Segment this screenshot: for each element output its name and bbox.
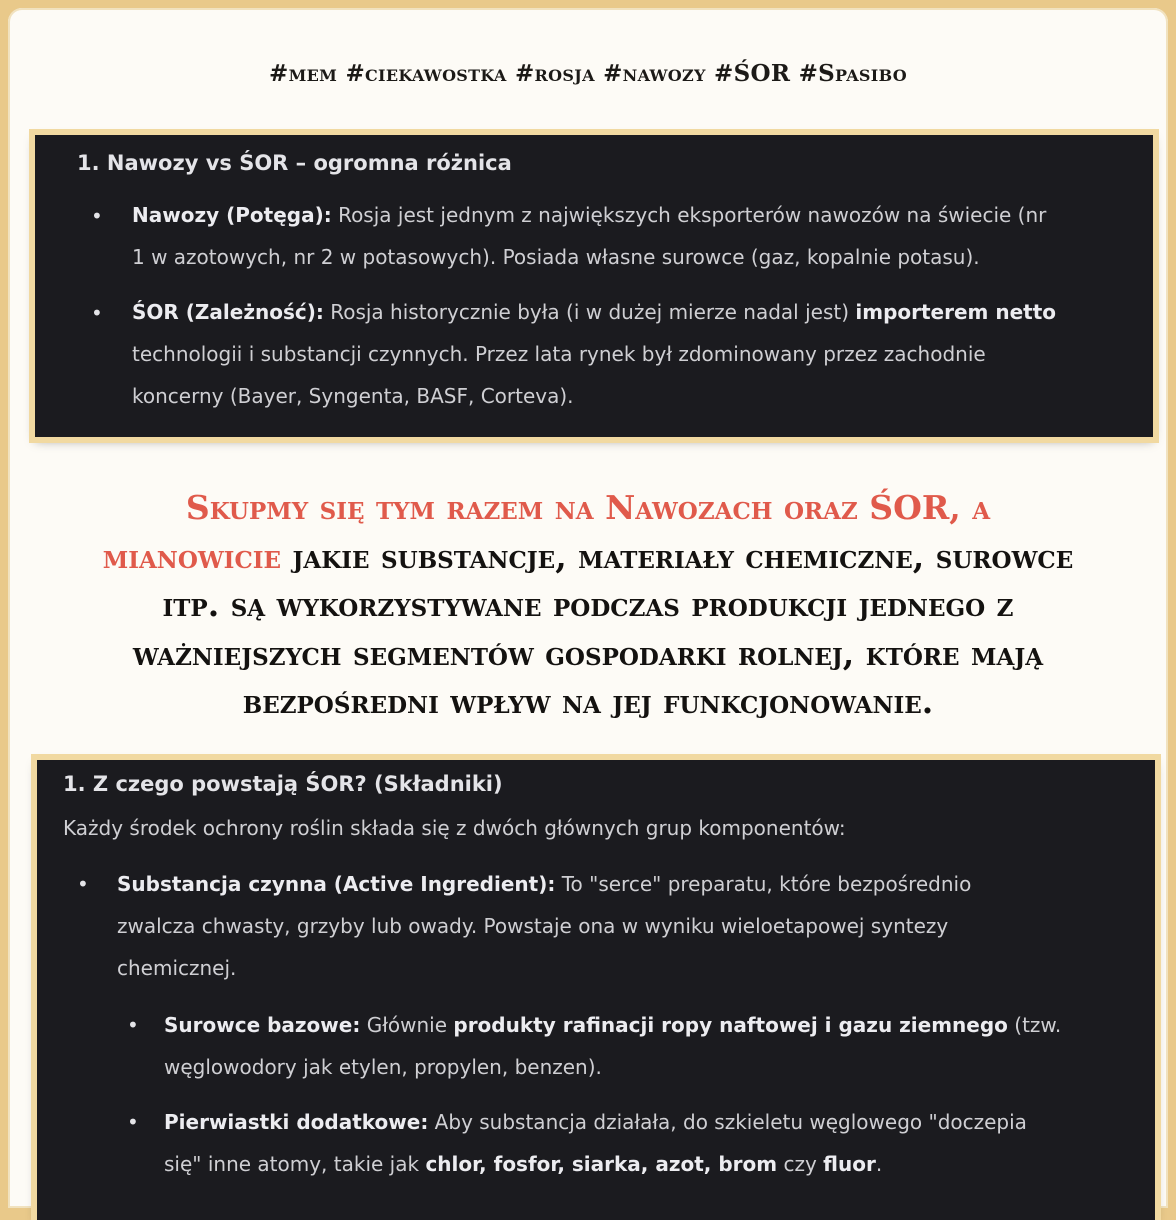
box2-intro: Każdy środek ochrony roślin składa się z dwóch głównych grup komponentów: — [63, 816, 846, 840]
subbullet-dot-icon: • — [127, 1110, 139, 1134]
bullet-text-cont: zwalcza chwasty, grzyby lub owady. Powstaje ona w wyniku wieloetapowej syntezy — [117, 914, 949, 938]
sub-text: Głównie — [360, 1013, 454, 1037]
box1-bullet-sor — [132, 291, 1142, 417]
bullet-label: Nawozy (Potęga): — [132, 203, 332, 227]
post-page — [8, 8, 1168, 1208]
headline-line3: itp. są wykorzystywane podczas produkcji jednego z — [162, 585, 1014, 624]
bullet-label: ŚOR (Zależność): — [132, 300, 324, 324]
bullet-dot-icon: • — [91, 204, 103, 228]
sub-text: Aby substancja działała, do szkieletu węglowego "doczepia — [428, 1110, 1027, 1134]
screenshot-fertilizers-vs-sor — [35, 135, 1153, 437]
box2-bullet-active — [117, 863, 1137, 989]
bullet-text: To "serce" preparatu, które bezpośrednio — [555, 872, 972, 896]
sub-label: Pierwiastki dodatkowe: — [164, 1110, 429, 1134]
sub-bold: chlor, fosfor, siarka, azot, brom — [425, 1152, 778, 1176]
headline — [8, 484, 1168, 727]
box2-sub-base — [164, 1004, 1144, 1088]
screenshot-sor-ingredients — [37, 760, 1155, 1220]
bullet-text-cont: 1 w azotowych, nr 2 w potasowych). Posiada własne surowce (gaz, kopalnie potasu). — [132, 245, 980, 269]
headline-line2-black: jakie substancje, materiały chemiczne, surowce — [281, 536, 1074, 576]
headline-line4: ważniejszych segmentów gospodarki rolnej, które mają — [132, 633, 1044, 673]
sub-text: czy — [777, 1152, 824, 1176]
sub-text: (tzw. — [1007, 1013, 1062, 1037]
headline-line1: Skupmy się tym razem na Nawozach oraz ŚOR, a — [185, 488, 991, 527]
bullet-dot-icon: • — [77, 872, 89, 896]
bullet-text-cont: technologii i substancji czynnych. Przez lata rynek był zdominowany przez zachodnie — [132, 342, 986, 366]
headline-line2-red: mianowicie — [102, 536, 282, 576]
sub-bold: produkty rafinacji ropy naftowej i gazu ziemnego — [453, 1013, 1008, 1037]
bullet-dot-icon: • — [91, 301, 103, 325]
headline-line5: bezpośredni wpływ na jej funkcjonowanie. — [242, 682, 934, 721]
bullet-text: Rosja jest jednym z największych eksporterów nawozów na świecie (nr — [331, 203, 1047, 227]
bullet-label: Substancja czynna (Active Ingredient): — [117, 872, 556, 896]
headline-line2 — [8, 533, 1168, 582]
bullet-bold: importerem netto — [855, 300, 1057, 324]
box2-sub-elements — [164, 1101, 1144, 1185]
bullet-text-cont: koncerny (Bayer, Syngenta, BASF, Corteva). — [132, 384, 574, 408]
box2-heading: 1. Z czego powstają ŚOR? (Składniki) — [63, 772, 503, 796]
sub-text: . — [875, 1152, 883, 1176]
bullet-text-cont: chemicznej. — [117, 956, 237, 980]
subbullet-dot-icon: • — [127, 1013, 139, 1037]
sub-label: Surowce bazowe: — [164, 1013, 361, 1037]
sub-text-cont: węglowodory jak etylen, propylen, benzen). — [164, 1055, 602, 1079]
sub-text: się" inne atomy, takie jak — [164, 1152, 426, 1176]
hashtags: #mem #ciekawostka #rosja #nawozy #ŚOR #Spasibo — [269, 60, 907, 87]
box1-heading: 1. Nawozy vs ŚOR – ogromna różnica — [77, 151, 512, 175]
sub-bold: fluor — [823, 1152, 876, 1176]
box1-bullet-fertilizers — [132, 194, 1132, 278]
bullet-text: Rosja historycznie była (i w dużej mierze nadal jest) — [323, 300, 856, 324]
